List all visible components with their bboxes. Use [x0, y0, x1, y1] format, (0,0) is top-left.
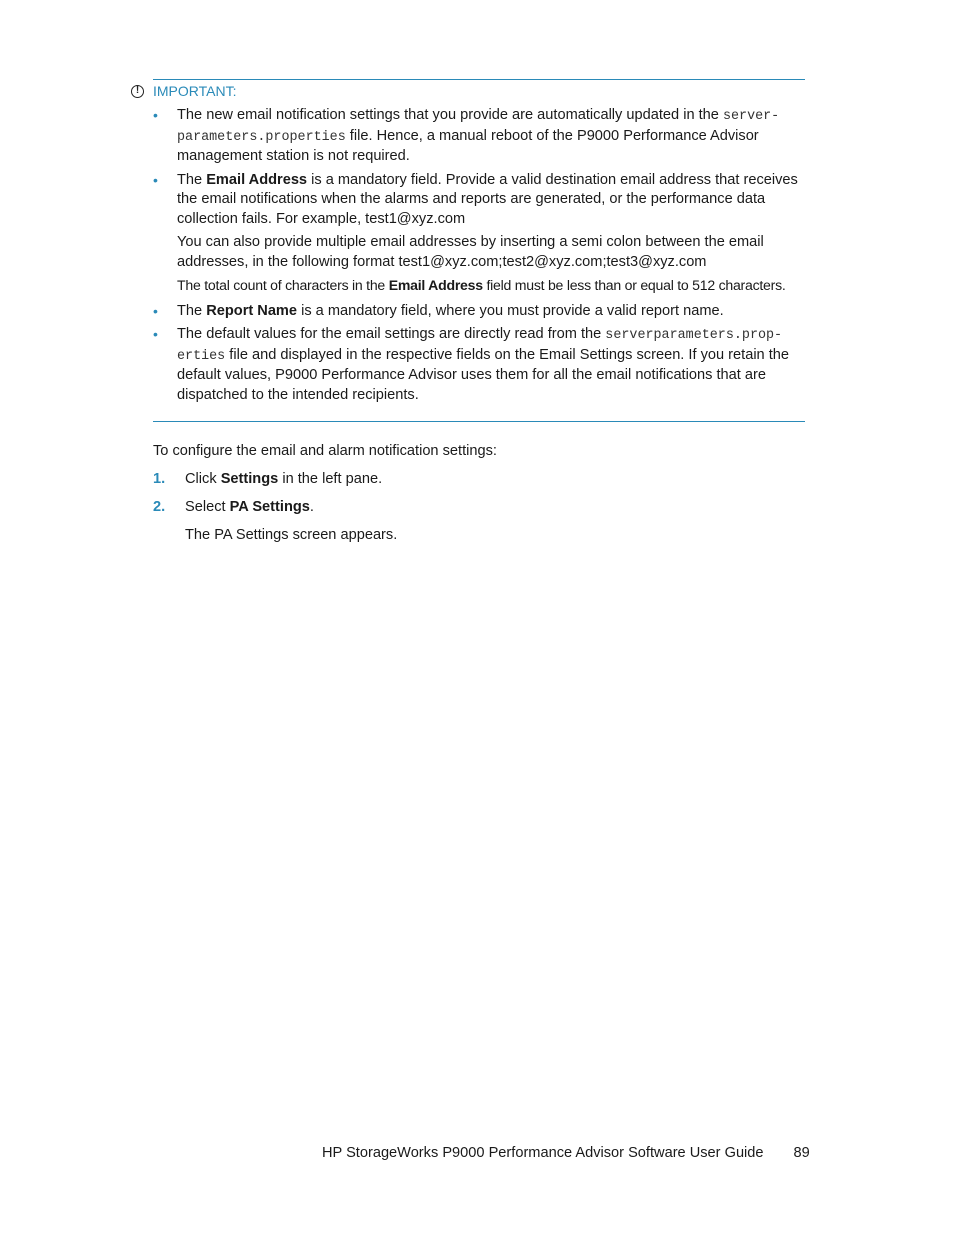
step-result: The PA Settings screen appears.	[185, 527, 398, 543]
page-number: 89	[793, 1145, 810, 1161]
important-icon: !	[131, 85, 144, 98]
bullet-icon: •	[153, 326, 158, 342]
step-item: 1. Click Settings in the left pane.	[153, 471, 383, 487]
procedure-intro: To configure the email and alarm notification settings:	[153, 443, 497, 459]
bullet-icon: •	[153, 302, 158, 319]
step-item: 2. Select PA Settings.	[153, 499, 314, 515]
important-bullet-list	[153, 106, 808, 409]
page-footer	[322, 1143, 810, 1163]
bullet-text: The Report Name is a mandatory field, where you must provide a valid report name.	[177, 302, 724, 319]
bullet-icon: •	[153, 107, 158, 123]
important-bottom-rule	[153, 421, 805, 422]
bullet-continuation: You can also provide multiple email addresses by inserting a semi colon between the email addresses, in the following format test1@xyz.com;test2@xyz.com;test3@xyz.com	[177, 234, 764, 270]
ui-term: Settings	[220, 471, 279, 487]
bullet-icon: •	[153, 171, 158, 188]
bullet-text: The default values for the email settings are directly read from the serverparameters.prop- erties file and displayed in the respective fields on the Email Settings screen. If you retain the default values, P9000 Performance Advisor uses them for all the email notifications that are dispatched to the intended recipients.	[177, 326, 790, 403]
important-heading	[131, 81, 237, 101]
list-item	[153, 302, 808, 322]
step-number: 1.	[153, 471, 166, 487]
footer-title: HP StorageWorks P9000 Performance Advisor Software User Guide	[322, 1145, 764, 1161]
procedure-steps	[153, 469, 382, 525]
ui-term: PA Settings	[229, 499, 310, 515]
bullet-text: The Email Address is a mandatory field. Provide a valid destination email address that receives the email notifications when the alarms and reports are generated, or the performance data collection fails. For example, test1@xyz.com	[177, 171, 798, 227]
list-item	[153, 325, 808, 405]
bullet-continuation: The total count of characters in the Email Address field must be less than or equal to 512 characters.	[177, 277, 786, 293]
bullet-text: The new email notification settings that you provide are automatically updated in the server- parameters.properties file. Hence, a manual reboot of the P9000 Performance Advisor management station is not required.	[177, 107, 780, 164]
important-top-rule	[153, 79, 805, 80]
list-item	[153, 171, 808, 296]
important-label: IMPORTANT:	[153, 83, 237, 99]
list-item	[153, 106, 808, 167]
step-number: 2.	[153, 499, 166, 515]
